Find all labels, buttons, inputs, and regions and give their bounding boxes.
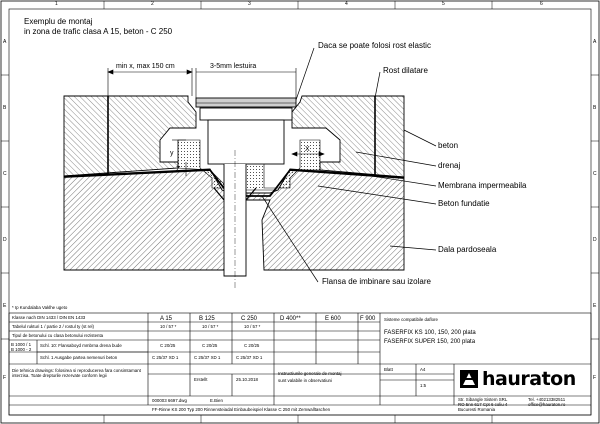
format-label: A4 <box>420 367 426 372</box>
drawing-number: 000003 6697.dwg <box>152 398 187 403</box>
tb-row-s1-label: Schl. 10: Flansaboyd mmbrna drena bude <box>40 343 122 348</box>
callout-beton: beton <box>438 141 459 150</box>
dimension-x: X <box>305 146 310 153</box>
scale-label: 1:5 <box>420 383 427 388</box>
type-a-b125: C 20/25 <box>202 343 218 348</box>
callout-beton-fundatie: Beton fundatie <box>438 199 490 208</box>
company-line2: RO 5nn 617 Cpt 6 coliu 4 <box>458 402 508 407</box>
callout-dala: Dala pardoseala <box>438 245 497 254</box>
company-line3: Bucuresti Romania <box>458 407 496 412</box>
drain-body <box>200 108 292 120</box>
type-b-a15: C 25/37 XD 1 <box>152 355 179 360</box>
border-row-d: D <box>3 237 7 243</box>
description-1: Instructiunile generale de montaj <box>278 371 342 376</box>
border-col-1: 1 <box>55 1 58 7</box>
border-row-a: A <box>3 39 7 45</box>
class-b125: B 125 <box>199 316 215 322</box>
callout-flansa: Flansa de imbinare sau izolare <box>322 277 431 286</box>
border-col-2: 2 <box>151 1 154 7</box>
callout-rost-dilatare: Rost dilatare <box>383 66 428 75</box>
drain-grate <box>196 98 296 107</box>
product-2: FASERFIX SUPER 150, 200 plata <box>384 339 476 345</box>
border-row-f: F <box>3 375 7 381</box>
dimension-y: y <box>170 150 174 157</box>
border-row-d-right: D <box>593 237 597 243</box>
hauraton-logo-mark <box>460 370 478 388</box>
drawn-date: 25.10.2018 <box>236 377 258 382</box>
load-b125: 10 / 57 * <box>202 324 219 329</box>
drain-channel <box>208 120 284 164</box>
hauraton-logo: hauraton <box>482 368 576 390</box>
class-e600: E 600 <box>325 316 341 322</box>
border-row-a-right: A <box>593 39 597 45</box>
border-col-6: 6 <box>540 1 543 7</box>
drawn-label: Erstellt <box>194 377 208 382</box>
class-c250: C 250 <box>241 316 258 322</box>
company-email: office@hauraton.ro <box>528 402 566 407</box>
type-b-c250: C 25/37 XD 1 <box>236 355 263 360</box>
border-row-e: E <box>3 303 7 309</box>
type-a-a15: C 20/25 <box>160 343 176 348</box>
border-col-5: 5 <box>442 1 445 7</box>
callout-drenaj: drenaj <box>438 161 461 170</box>
tb-row-s1-code: B 1000 / 1 <box>11 342 32 347</box>
concrete-left <box>64 96 196 176</box>
class-f900: F 900 <box>360 316 376 322</box>
drawing-title-line2: in zona de trafic clasa A 15, beton - C 250 <box>24 27 173 36</box>
description-2: sunt valabile in observatiuni <box>278 378 332 383</box>
tb-row-type-label: Tipul de betonului cu clasa betonului rezistenta <box>12 333 104 338</box>
callout-membrana: Membrana impermeabila <box>438 181 527 190</box>
class-d400: D 400** <box>280 316 301 322</box>
border-row-e-right: E <box>593 303 597 309</box>
footer-description: FF-Rinne KS 200 Typ 200 Rinnensteiadal Einbaubeispiel Klasse C 250 mit Zemwalltaschen <box>152 407 331 412</box>
border-col-3: 3 <box>248 1 251 7</box>
border-row-b: B <box>3 105 7 111</box>
drawing-title-line1: Exemplu de montaj <box>24 17 93 26</box>
load-a15: 10 / 57 * <box>160 324 177 329</box>
border-row-c-right: C <box>593 171 597 177</box>
callout-rost-elastic: Daca se poate folosi rost elastic <box>318 41 431 50</box>
type-b-b125: C 25/37 XD 1 <box>194 355 221 360</box>
company-phone: Tel. +40213382511 <box>528 397 566 402</box>
footnote: * Ip Kundalaba Vaklhe ugeto <box>12 305 68 310</box>
border-row-b-right: B <box>593 105 597 111</box>
border-row-f-right: F <box>593 375 597 381</box>
company-line1: Str. Sibangle Sistem SRL <box>458 397 508 402</box>
dimension-min-x: min x, max 150 cm <box>116 63 175 70</box>
legal-notice: Die tehnica drawings: folosirea si reproducerea fara consimtamant interzisa. Toate drepturile rezervate conform legii <box>12 368 141 379</box>
dimension-lestuira: 3-5mm lestuira <box>210 63 257 70</box>
tb-row-s1-code2: B 1000 - 2 <box>11 347 32 352</box>
load-c250: 10 / 57 * <box>244 324 261 329</box>
border-col-4: 4 <box>345 1 348 7</box>
class-a15: A 15 <box>160 316 173 322</box>
dimension-z: Z <box>176 166 181 173</box>
tb-row-classes-label: Klasse nach DIN 1433 / DIN EN 1433 <box>12 315 86 320</box>
product-header: Sisteme compatibile daflore <box>384 317 438 322</box>
border-row-c: C <box>3 171 7 177</box>
tb-row-s2-label: Schl. 1 Ausgabe partea nemenuri beton <box>40 355 118 360</box>
tb-row-load-label: Tabelul rukturi 1 / partie 2 / rostul ty (st rel) <box>12 324 94 329</box>
type-a-c250: C 20/25 <box>244 343 260 348</box>
drawn-by: E.Bien <box>210 398 223 403</box>
product-1: FASERFIX KS 100, 150, 200 plata <box>384 330 476 336</box>
sheet-label: Blatt <box>384 367 393 372</box>
